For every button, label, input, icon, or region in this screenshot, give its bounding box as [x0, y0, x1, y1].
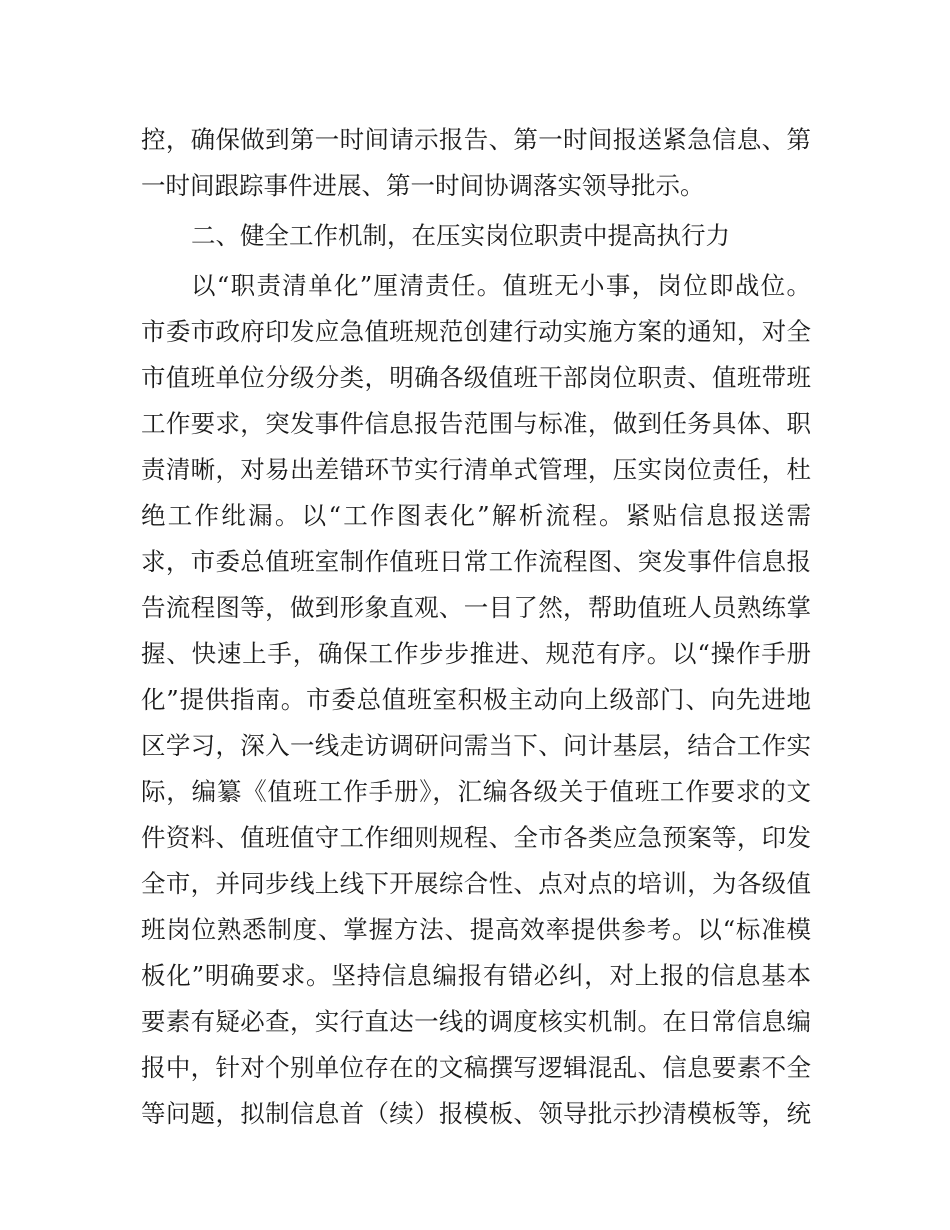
paragraph-line: 求，市委总值班室制作值班日常工作流程图、突发事件信息报 [141, 547, 811, 576]
paragraph-line: 全市，并同步线上线下开展综合性、点对点的培训，为各级值 [141, 869, 811, 898]
paragraph-line: 报中，针对个别单位存在的文稿撰写逻辑混乱、信息要素不全 [141, 1053, 811, 1082]
paragraph-line: 件资料、值班值守工作细则规程、全市各类应急预案等，印发 [141, 823, 811, 852]
paragraph-line: 际，编纂《值班工作手册》，汇编各级关于值班工作要求的文 [141, 777, 811, 806]
paragraph-line: 以“职责清单化”厘清责任。值班无小事，岗位即战位。 [191, 271, 811, 300]
paragraph-line: 市委市政府印发应急值班规范创建行动实施方案的通知，对全 [141, 317, 811, 346]
paragraph-line: 化”提供指南。市委总值班室积极主动向上级部门、向先进地 [141, 685, 811, 714]
paragraph-line: 班岗位熟悉制度、掌握方法、提高效率提供参考。以“标准模 [141, 915, 811, 944]
paragraph-line: 一时间跟踪事件进展、第一时间协调落实领导批示。 [141, 171, 705, 200]
paragraph-line: 责清晰，对易出差错环节实行清单式管理，压实岗位责任，杜 [141, 455, 811, 484]
section-heading: 二、健全工作机制，在压实岗位职责中提高执行力 [191, 221, 730, 250]
paragraph-line: 要素有疑必查，实行直达一线的调度核实机制。在日常信息编 [141, 1007, 811, 1036]
paragraph-line: 区学习，深入一线走访调研问需当下、问计基层，结合工作实 [141, 731, 811, 760]
paragraph-line: 告流程图等，做到形象直观、一目了然，帮助值班人员熟练掌 [141, 593, 811, 622]
paragraph-line: 工作要求，突发事件信息报告范围与标准，做到任务具体、职 [141, 409, 811, 438]
paragraph-line: 板化”明确要求。坚持信息编报有错必纠，对上报的信息基本 [141, 961, 811, 990]
paragraph-line: 控，确保做到第一时间请示报告、第一时间报送紧急信息、第 [141, 125, 811, 154]
paragraph-line: 市值班单位分级分类，明确各级值班干部岗位职责、值班带班 [141, 363, 811, 392]
paragraph-line: 绝工作纰漏。以“工作图表化”解析流程。紧贴信息报送需 [141, 501, 811, 530]
paragraph-line: 握、快速上手，确保工作步步推进、规范有序。以“操作手册 [141, 639, 811, 668]
paragraph-line: 等问题，拟制信息首（续）报模板、领导批示抄清模板等，统 [141, 1099, 811, 1128]
